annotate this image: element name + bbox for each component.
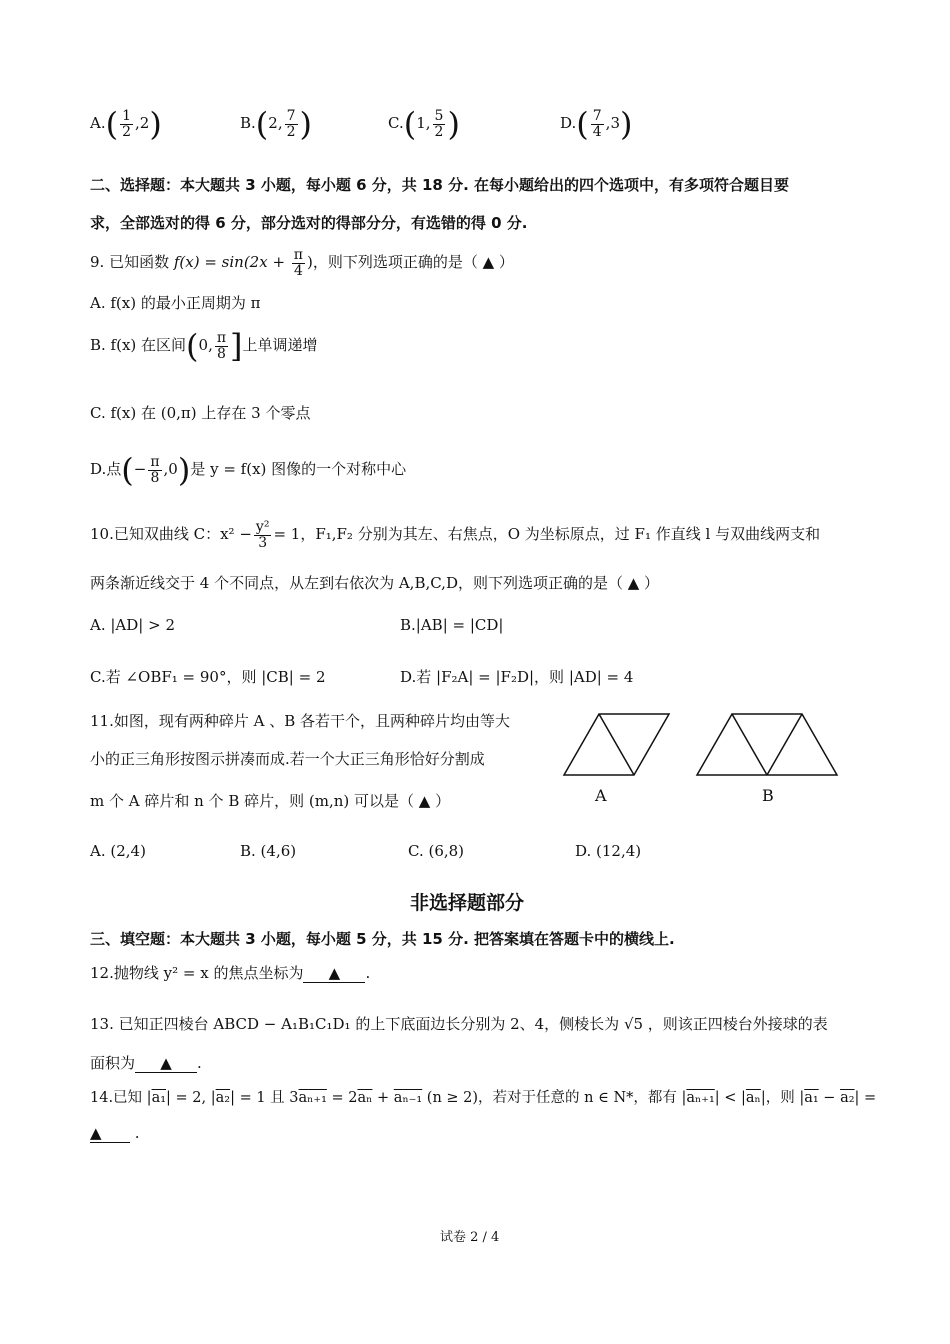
- option-a: A.( $\frac{1}{2}$ ,2): [90, 105, 162, 143]
- q14-answer-blank: ▲: [90, 1124, 130, 1143]
- q10-option-b: B.|AB| = |CD|: [400, 616, 504, 634]
- section3-heading: 三、填空题：本大题共 3 小题，每小题 5 分，共 15 分. 把答案填在答题卡中的横线上.: [90, 930, 675, 948]
- q10-option-c: C.若 ∠OBF₁ = 90°，则 |CB| = 2: [90, 668, 326, 686]
- q11-line3: m 个 A 碎片和 n 个 B 碎片，则 (m,n) 可以是（ ▲ ）: [90, 792, 451, 810]
- q9-option-a: A. f(x) 的最小正周期为 π: [90, 294, 261, 312]
- q10-option-a: A. |AD| > 2: [90, 616, 175, 634]
- option-b: B.(2, $\frac{7}{2}$ ): [240, 105, 312, 143]
- q9-option-d: D.点(− $\frac{\pi}{8}$ ,0)是 y = f(x) 图像的一个对称中心: [90, 451, 407, 489]
- figure-label-a: A: [595, 786, 607, 805]
- q11-line2: 小的正三角形按图示拼凑而成.若一个大正三角形恰好分割成: [90, 750, 485, 768]
- q9-option-c: C. f(x) 在 (0,π) 上存在 3 个零点: [90, 404, 311, 422]
- option-c: C.(1, $\frac{5}{2}$ ): [388, 105, 460, 143]
- q9-stem: 9. 已知函数 f(x) = sin(2x + $\frac{\pi}{4}$ )，则下列选项正确的是（ ▲ ）: [90, 247, 514, 279]
- q13-answer-blank: ▲: [135, 1054, 197, 1073]
- q10-stem: 10.已知双曲线 C：x² − $\frac{\text{y²}}{3}$ = 1，F₁,F₂ 分别为其左、右焦点，O 为坐标原点，过 F₁ 作直线 l 与双曲线两支和: [90, 519, 821, 551]
- q10-line2: 两条渐近线交于 4 个不同点，从左到右依次为 A,B,C,D，则下列选项正确的是（ ▲ ）: [90, 574, 660, 592]
- q11-figure: [555, 705, 855, 810]
- part-title: 非选择题部分: [410, 892, 525, 914]
- q14-answer-line: ▲ .: [90, 1124, 140, 1142]
- q13-line2: 面积为 ▲ .: [90, 1054, 202, 1072]
- q10-option-d: D.若 |F₂A| = |F₂D|，则 |AD| = 4: [400, 668, 634, 686]
- q11-line1: 11.如图，现有两种碎片 A 、B 各若干个，且两种碎片均由等大: [90, 712, 511, 730]
- section2-line2: 求，全部选对的得 6 分，部分选对的得部分分，有选错的得 0 分.: [90, 214, 528, 232]
- q9-option-b: B. f(x) 在区间(0, $\frac{\pi}{8}$ ]上单调递增: [90, 327, 318, 365]
- figure-label-b: B: [762, 786, 774, 805]
- q11-option-b: B. (4,6): [240, 842, 297, 860]
- q12-answer-blank: ▲: [303, 964, 365, 983]
- piece-b-figure: [697, 714, 837, 775]
- q12: 12.抛物线 y² = x 的焦点坐标为 ▲ .: [90, 964, 371, 982]
- page-footer: 试卷 2 / 4: [440, 1230, 500, 1245]
- q11-option-c: C. (6,8): [408, 842, 465, 860]
- option-d: D.( $\frac{7}{4}$ ,3): [560, 105, 633, 143]
- q11-option-d: D. (12,4): [575, 842, 642, 860]
- section2-line1: 二、选择题：本大题共 3 小题，每小题 6 分，共 18 分. 在每小题给出的四个选项中，有多项符合题目要: [90, 176, 790, 194]
- q13-line1: 13. 已知正四棱台 ABCD − A₁B₁C₁D₁ 的上下底面边长分别为 2、4，侧棱长为 √5 ，则该正四棱台外接球的表: [90, 1015, 828, 1033]
- q14-stem: 14.已知 |a₁| = 2, |a₂| = 1 且 $3a_{n+1} = 2\overline{a_n} + a_{n-1}$ (n ≥ 2)，若对于任意的 n ∈ N*，都有 $|a_{n+1}| < |\overline{a_n}|$，则 |a₁ − a₂| =: [90, 1090, 877, 1106]
- piece-a-figure: [564, 714, 669, 775]
- q11-option-a: A. (2,4): [90, 842, 146, 860]
